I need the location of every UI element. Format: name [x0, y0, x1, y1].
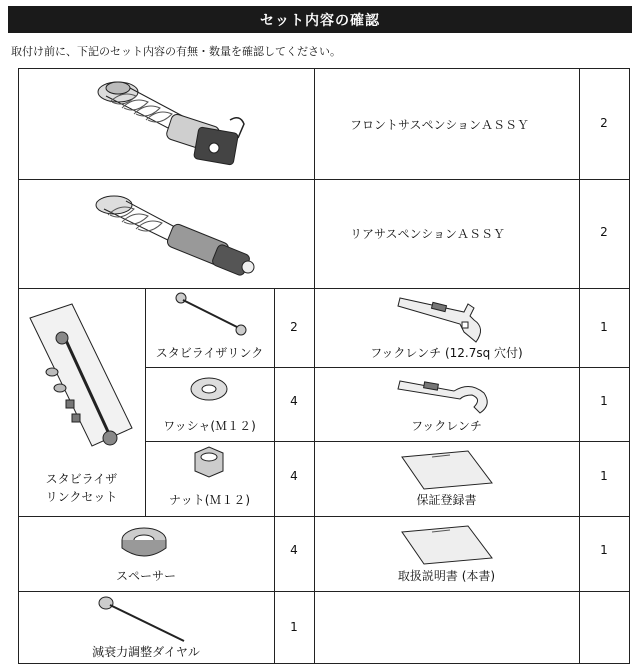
table-border-right — [629, 68, 630, 664]
item-quantity: 4 — [290, 469, 298, 483]
item-name: フロントサスペンションＡＳＳＹ — [350, 118, 529, 132]
item-name: リンクセット — [45, 490, 118, 504]
section-header — [8, 6, 632, 33]
item-quantity: 4 — [290, 394, 298, 408]
front-suspension-illustration — [18, 68, 314, 179]
front-suspension-image-cell — [18, 68, 314, 179]
item-name: ワッシャ(Ｍ１２) — [163, 419, 256, 433]
rear-suspension-illustration — [18, 179, 314, 288]
item-name: スタビライザ — [45, 472, 118, 486]
item-quantity: 1 — [600, 394, 608, 408]
table-border-bottom — [18, 663, 630, 664]
col-divider — [274, 516, 275, 664]
item-name: スペーサー — [115, 569, 176, 583]
item-quantity: 1 — [600, 320, 608, 334]
item-quantity: 4 — [290, 543, 298, 557]
item-name: 保証登録書 — [416, 493, 477, 507]
item-quantity: 2 — [290, 320, 298, 334]
item-quantity: 1 — [600, 469, 608, 483]
item-quantity: 2 — [600, 116, 608, 130]
contents-table — [18, 68, 630, 664]
section-title: セット内容の確認 — [260, 12, 380, 29]
col-divider — [579, 68, 580, 664]
item-quantity: 1 — [600, 543, 608, 557]
item-name: 取扱説明書 (本書) — [397, 569, 496, 583]
item-name: フックレンチ — [411, 419, 482, 433]
item-name: スタビライザリンク — [155, 346, 264, 360]
item-quantity: 2 — [600, 225, 608, 239]
instruction-text: 取付け前に、下記のセット内容の有無・数量を確認してください。 — [11, 45, 341, 58]
item-name: 減衰力調整ダイヤル — [92, 645, 200, 659]
rear-suspension-image-cell — [18, 179, 314, 288]
item-name: ナット(Ｍ１２) — [168, 493, 251, 507]
item-name: リアサスペンションＡＳＳＹ — [350, 227, 505, 241]
item-name: フックレンチ (12.7sq 穴付) — [370, 346, 523, 360]
item-quantity: 1 — [290, 620, 298, 634]
